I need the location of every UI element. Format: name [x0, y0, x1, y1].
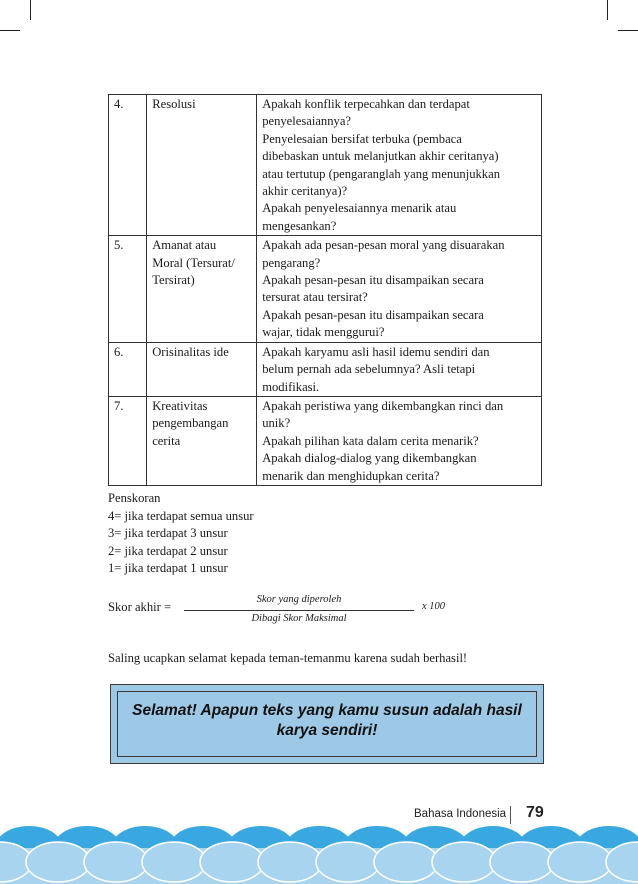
formula-lhs: Skor akhir =	[108, 600, 172, 614]
table-row	[109, 236, 542, 342]
row-number: 4.	[109, 95, 147, 236]
crop-mark	[30, 0, 31, 20]
page-number: 79	[526, 804, 544, 821]
question-line: unik?	[262, 416, 291, 431]
row-number: 5.	[109, 236, 147, 342]
table-row	[109, 396, 542, 485]
row-element-name	[147, 342, 257, 396]
rubric-table	[108, 94, 542, 486]
crop-mark	[607, 0, 608, 20]
table-row	[109, 95, 542, 236]
formula-multiplier: x 100	[422, 601, 446, 612]
closing-sentence: Saling ucapkan selamat kepada teman-temanmu karena sudah berhasil!	[108, 651, 468, 665]
question-line: Apakah ada pesan-pesan moral yang disuarakan	[262, 238, 505, 253]
element-name-line: cerita	[152, 433, 181, 448]
element-name-line: Kreativitas	[152, 398, 208, 413]
wave-bump	[84, 842, 148, 882]
wave-bump	[432, 842, 496, 882]
question-line: belum pernah ada sebelumnya? Asli tetapi	[262, 362, 476, 377]
question-line: Apakah konflik terpecahkan dan terdapat	[262, 97, 470, 111]
question-line: menarik dan menghidupkan cerita?	[262, 468, 440, 483]
table-row	[109, 342, 542, 396]
question-line: Apakah peristiwa yang dikembangkan rinci dan	[262, 398, 504, 413]
row-element-name	[147, 236, 257, 342]
wave-decoration	[0, 818, 638, 884]
formula-numerator: Skor yang diperoleh	[256, 594, 342, 605]
formula-denominator: Dibagi Skor Maksimal	[251, 613, 347, 624]
question-line: Penyelesaian bersifat terbuka (pembaca	[262, 131, 462, 146]
final-score-formula	[108, 592, 446, 632]
question-line: Apakah pesan-pesan itu disampaikan secara	[262, 307, 484, 322]
wave-bump	[316, 842, 380, 882]
wave-bump	[142, 842, 206, 882]
footer-book-title: Bahasa Indonesia	[414, 808, 507, 820]
question-line: akhir ceritanya)?	[262, 184, 348, 199]
question-line: dibebaskan untuk melanjutkan akhir ceritanya)	[262, 149, 499, 164]
question-line: mengesankan?	[262, 218, 337, 233]
row-questions	[257, 95, 542, 236]
row-element-name	[147, 396, 257, 485]
question-line: Apakah penyelesaiannya menarik atau	[262, 201, 457, 216]
banner-text: Selamat! Apapun teks yang kamu susun adalah hasil karya sendiri!	[132, 702, 522, 739]
element-name-line: Orisinalitas ide	[152, 344, 229, 359]
wave-front-row	[0, 842, 638, 884]
scoring-item: 4= jika terdapat semua unsur	[108, 508, 254, 523]
element-name-line: Amanat atau	[152, 238, 217, 253]
question-line: Apakah pilihan kata dalam cerita menarik?	[262, 433, 479, 448]
question-line: Apakah pesan-pesan itu disampaikan secara	[262, 273, 484, 288]
question-line: wajar, tidak menggurui?	[262, 325, 385, 340]
element-name-line: Tersirat)	[152, 273, 195, 288]
question-line: tersurat atau tersirat?	[262, 290, 368, 305]
scoring-item: 3= jika terdapat 3 unsur	[108, 526, 228, 541]
element-name-line: pengembangan	[152, 416, 229, 431]
question-line: atau tertutup (pengaranglah yang menunjukkan	[262, 166, 500, 181]
row-questions	[257, 396, 542, 485]
row-number: 6.	[109, 342, 147, 396]
row-number: 7.	[109, 396, 147, 485]
scoring-title: Penskoran	[108, 491, 161, 505]
scoring-section	[108, 490, 254, 578]
question-line: Apakah dialog-dialog yang dikembangkan	[262, 451, 477, 466]
question-line: Apakah karyamu asli hasil idemu sendiri dan	[262, 344, 490, 359]
element-name-line: Resolusi	[152, 97, 196, 111]
wave-bump	[200, 842, 264, 882]
wave-bump	[258, 842, 322, 882]
row-element-name	[147, 95, 257, 236]
fraction-bar	[184, 610, 414, 611]
crop-mark	[618, 30, 638, 31]
scoring-item: 2= jika terdapat 2 unsur	[108, 543, 228, 558]
question-line: modifikasi.	[262, 379, 320, 394]
wave-bump	[548, 842, 612, 882]
row-questions	[257, 236, 542, 342]
wave-bump	[490, 842, 554, 882]
row-questions	[257, 342, 542, 396]
scoring-item: 1= jika terdapat 1 unsur	[108, 561, 228, 576]
element-name-line: Moral (Tersurat/	[152, 255, 235, 270]
question-line: penyelesaiannya?	[262, 114, 351, 129]
wave-bump	[374, 842, 438, 882]
crop-mark	[0, 30, 20, 31]
congratulation-banner	[110, 684, 544, 764]
question-line: pengarang?	[262, 255, 321, 270]
wave-bump	[26, 842, 90, 882]
